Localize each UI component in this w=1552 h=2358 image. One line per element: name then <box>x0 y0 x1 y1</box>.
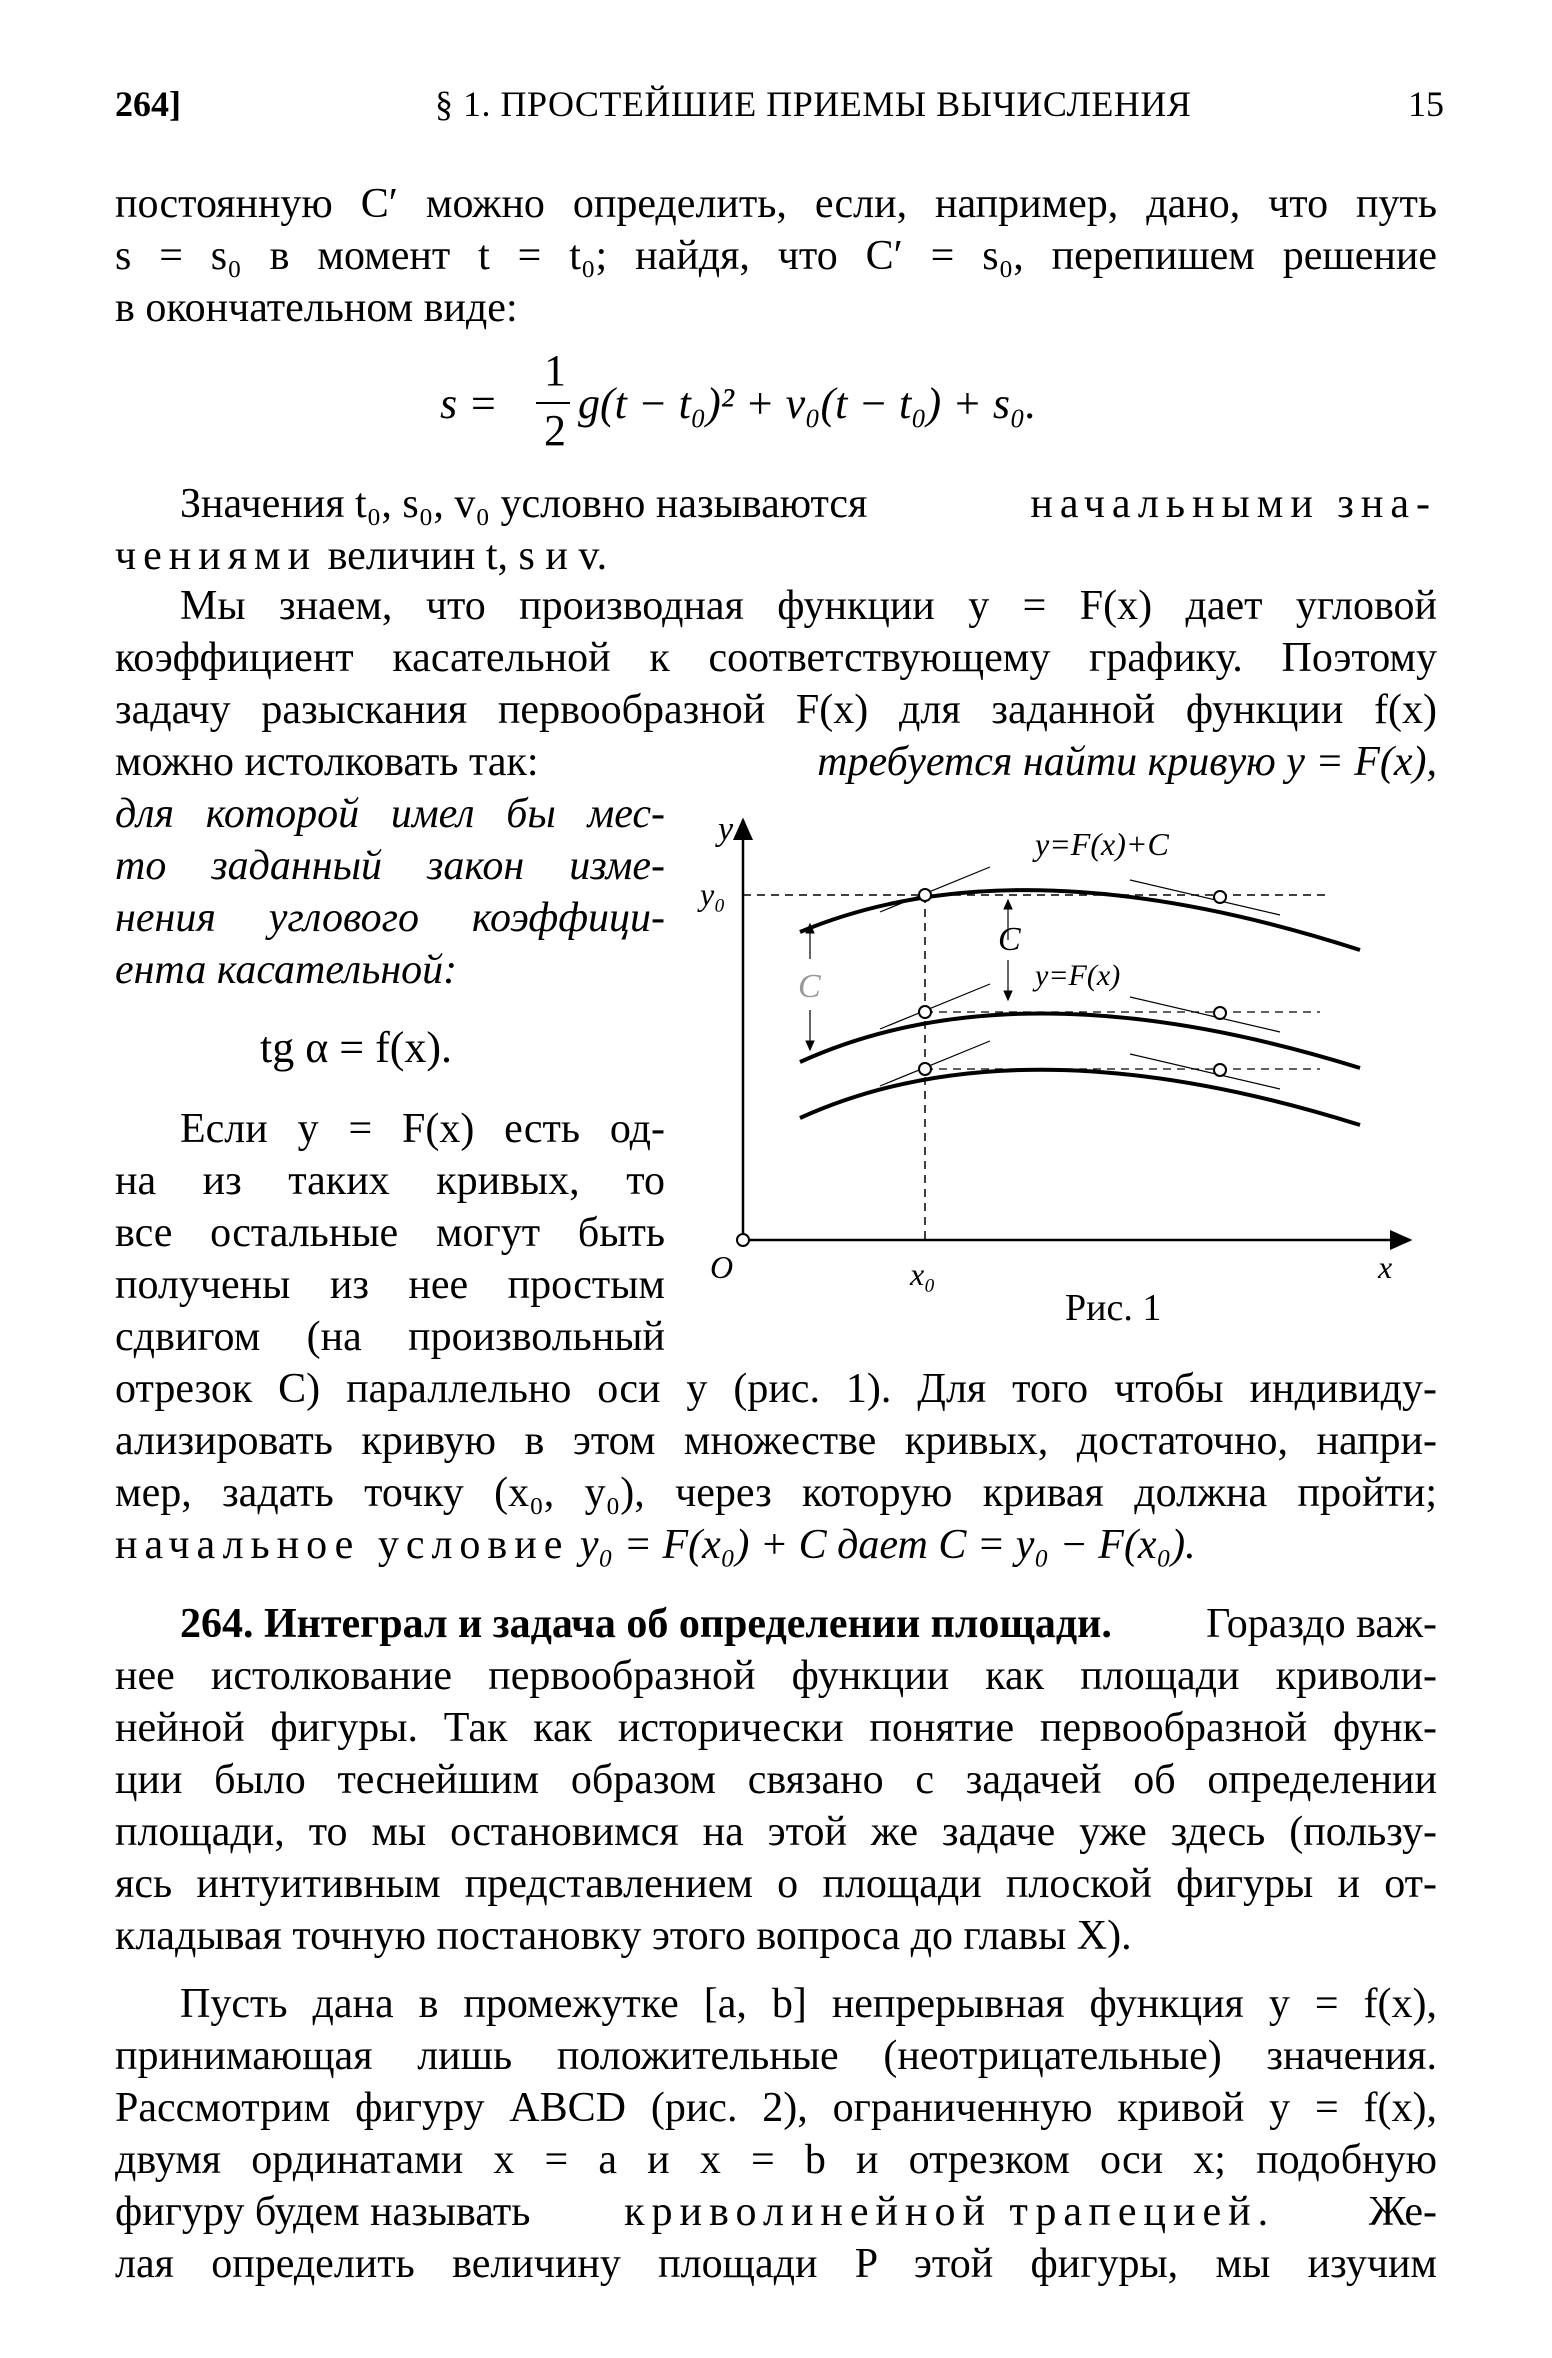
figure-1 <box>690 800 1450 1360</box>
paragraph5-line6: лая определить величину площади P этой фигуры, мы изучим <box>115 2241 1437 2287</box>
paragraph3-line4-text: можно истолковать так: <box>115 739 539 785</box>
paragraph3-line8: ента касательной: <box>115 947 458 993</box>
formula2: tg α = f(x). <box>260 1023 453 1072</box>
section264-line1-text: Гораздо важ- <box>1206 1601 1437 1647</box>
paragraph1-line2: s = s₀ в момент t = t₀; найдя, что C′ = s₀, перепишем решение <box>115 233 1437 279</box>
paragraph2-line1 <box>180 478 1437 530</box>
header-section-number: 264] <box>115 84 181 124</box>
paragraph4-line7: ализировать кривую в этом множестве кривых, достаточно, напри- <box>115 1418 1437 1464</box>
tangent-lower-right <box>1130 1054 1280 1089</box>
section264-line6: ясь интуитивным представлением о площади плоской фигуры и от- <box>115 1861 1437 1907</box>
section264-line2: нее истолкование первообразной функции как площади криволи- <box>115 1653 1437 1699</box>
paragraph4-line4: получены из нее простым <box>115 1262 665 1308</box>
paragraph5-line5 <box>115 2186 1437 2238</box>
label-lower-curve: y=F(x) <box>1035 959 1121 992</box>
term-initial-values-part1: начальными зна- <box>1030 481 1437 527</box>
label-y: y <box>718 811 734 848</box>
section264-heading: 264. Интеграл и задача об определении площади. <box>180 1601 1112 1647</box>
formula1-rhs: g(t − t₀)² + v₀(t − t₀) + s₀. <box>578 379 1037 428</box>
section264-line1 <box>180 1598 1437 1650</box>
paragraph1-line3: в окончательном виде: <box>115 285 518 331</box>
paragraph4-line3: все остальные могут быть <box>115 1210 665 1256</box>
paragraph3-line4 <box>115 736 1437 788</box>
label-x: x <box>1378 1249 1393 1285</box>
label-upper-curve: y=F(x)+C <box>1035 826 1169 862</box>
tangent-upper-left <box>880 867 990 912</box>
point-middle-x0 <box>919 1006 931 1018</box>
paragraph4-line8: мер, задать точку (x₀, y₀), через которую кривая должна пройти; <box>115 1470 1437 1516</box>
point-x0-y0 <box>919 889 931 901</box>
curve-lower <box>800 1070 1360 1125</box>
formula1-numerator: 1 <box>544 346 566 395</box>
paragraph4-line5: сдвигом (на произвольный <box>115 1314 665 1360</box>
point-lower-x0 <box>919 1063 931 1075</box>
point-middle-right <box>1214 1007 1226 1019</box>
paragraph5-line5-text: фигуру будем называть <box>115 2189 531 2235</box>
paragraph5-line3: Рассмотрим фигуру ABCD (рис. 2), ограниченную кривой y = f(x), <box>115 2085 1437 2131</box>
label-x0: x₀ <box>910 1256 936 1292</box>
paragraph2-line2 <box>115 530 1437 582</box>
paragraph3-line5: для которой имел бы мес- <box>115 791 665 837</box>
term-initial-values-part2: чениями <box>115 533 318 579</box>
header-page-number: 15 <box>1408 84 1444 124</box>
paragraph2-line1-text: Значения t₀, s₀, v₀ условно называются <box>180 481 868 527</box>
term-curvilinear-trapezoid: криволинейной трапецией. <box>624 2189 1276 2235</box>
tangent-middle-right <box>1130 997 1280 1032</box>
figure-caption: Рис. 1 <box>1065 1287 1162 1329</box>
label-origin: O <box>710 1249 734 1285</box>
paragraph1-line1: постоянную C′ можно определить, если, например, дано, что путь <box>115 181 1437 227</box>
label-shift-right: C <box>998 921 1021 958</box>
paragraph3-line2: коэффициент касательной к соответствующему графику. Поэтому <box>115 635 1437 681</box>
paragraph4-line9 <box>115 1519 1437 1571</box>
paragraph4-line6: отрезок C) параллельно оси y (рис. 1). Для того чтобы индивиду- <box>115 1366 1437 1412</box>
paragraph2-line2-text: величин t, s и v. <box>327 533 608 579</box>
paragraph3-line1: Мы знаем, что производная функции y = F(x) дает угловой <box>180 583 1437 629</box>
paragraph5-line2: принимающая лишь положительные (неотрицательные) значения. <box>115 2033 1437 2079</box>
formula1-lhs: s = <box>440 379 498 428</box>
point-lower-right <box>1214 1064 1226 1076</box>
paragraph3-line7: нения углового коэффици- <box>115 895 665 941</box>
label-shift-left: C <box>798 968 821 1005</box>
paragraph4-line2: на из таких кривых, то <box>115 1158 665 1204</box>
point-origin <box>737 1234 749 1246</box>
paragraph3-line4-italic: требуется найти кривую y = F(x), <box>817 739 1437 785</box>
curve-middle <box>800 1013 1360 1068</box>
paragraph3-line3: задачу разыскания первообразной F(x) для заданной функции f(x) <box>115 687 1437 733</box>
section264-line7: кладывая точную постановку этого вопроса до главы X). <box>115 1913 1132 1959</box>
section264-line5: площади, то мы остановимся на этой же задаче уже здесь (пользу- <box>115 1809 1437 1855</box>
paragraph5-line4: двумя ординатами x = a и x = b и отрезком оси x; подобную <box>115 2137 1437 2183</box>
formula1-denominator: 2 <box>544 406 566 455</box>
term-initial-condition: начальное условие <box>115 1522 570 1568</box>
paragraph4-line9-formula: y₀ = F(x₀) + C дает C = y₀ − F(x₀). <box>579 1522 1196 1568</box>
curve-upper <box>800 890 1360 950</box>
point-upper-right <box>1214 891 1226 903</box>
section264-line3: нейной фигуры. Так как исторически понятие первообразной функ- <box>115 1705 1437 1751</box>
paragraph5-line5-end: Же- <box>1368 2189 1437 2235</box>
paragraph3-line6: то заданный закон изме- <box>115 843 665 889</box>
paragraph5-line1: Пусть дана в промежутке [a, b] непрерывная функция y = f(x), <box>180 1981 1437 2027</box>
paragraph4-line1: Если y = F(x) есть од- <box>180 1106 665 1152</box>
section264-line4: ции было теснейшим образом связано с задачей об определении <box>115 1757 1437 1803</box>
header-running-title: § 1. ПРОСТЕЙШИЕ ПРИЕМЫ ВЫЧИСЛЕНИЯ <box>435 84 1192 124</box>
label-y0: y₀ <box>700 876 726 912</box>
formula1-fraction-bar <box>536 402 570 404</box>
